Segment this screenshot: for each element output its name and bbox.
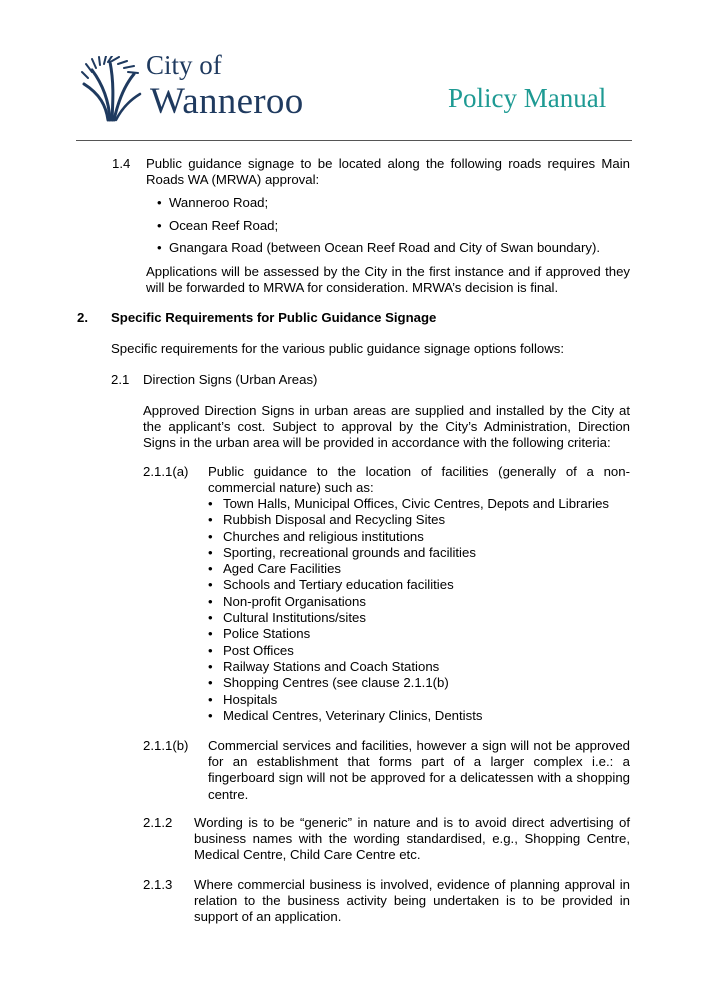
section-2-heading: Specific Requirements for Public Guidance Signage xyxy=(111,310,437,325)
section-2-intro: Specific requirements for the various public guidance signage options follows: xyxy=(111,341,565,356)
road-item: • Gnangara Road (between Ocean Reef Road and City of Swan boundary). xyxy=(157,240,601,255)
logo-wanneroo: Wanneroo xyxy=(150,81,304,122)
grass-tree-icon xyxy=(78,56,142,122)
clause-number-2-1-3: 2.1.3 xyxy=(143,877,173,892)
facility-item: • Medical Centres, Veterinary Clinics, Dentists xyxy=(208,708,609,724)
facility-list xyxy=(208,496,609,724)
road-item-text: Wanneroo Road; xyxy=(168,195,269,210)
header-divider xyxy=(76,140,632,141)
road-item-text: Ocean Reef Road; xyxy=(168,218,279,233)
facility-item: • Railway Stations and Coach Stations xyxy=(208,659,609,675)
clause-2-1-3-text: Where commercial business is involved, evidence of planning approval in relation to the business activity being undertaken is to be provided in support of an application. xyxy=(194,877,630,925)
clause-number-1-4: 1.4 xyxy=(112,156,131,171)
road-item: • Wanneroo Road; xyxy=(157,195,269,210)
facility-item: • Sporting, recreational grounds and facilities xyxy=(208,545,609,561)
facility-item: • Hospitals xyxy=(208,692,609,708)
road-item-text: Gnangara Road (between Ocean Reef Road and City of Swan boundary). xyxy=(168,240,601,255)
clause-2-1-1b-text: Commercial services and facilities, however a sign will not be approved for an establishment that forms part of a larger complex i.e.: a fingerboard sign will not be approved for a delicatessen with a shopping centre. xyxy=(208,738,630,802)
facility-item: • Schools and Tertiary education facilities xyxy=(208,577,609,593)
facility-item: • Police Stations xyxy=(208,626,609,642)
clause-number-2-1: 2.1 xyxy=(111,372,130,387)
section-number-2: 2. xyxy=(77,310,88,325)
facility-item: • Rubbish Disposal and Recycling Sites xyxy=(208,512,609,528)
clause-2-1-1a-text: Public guidance to the location of facilities (generally of a non-commercial nature) such as: xyxy=(208,464,630,496)
facility-item: • Cultural Institutions/sites xyxy=(208,610,609,626)
facility-item: • Aged Care Facilities xyxy=(208,561,609,577)
document-type-title: Policy Manual xyxy=(448,83,607,113)
clause-number-2-1-1a: 2.1.1(a) xyxy=(143,464,189,479)
clause-2-1-2-text: Wording is to be “generic” in nature and is to avoid direct advertising of business names with the wording standardised, e.g., Shopping Centre, Medical Centre, Child Care Centre etc. xyxy=(194,815,630,863)
clause-number-2-1-1b: 2.1.1(b) xyxy=(143,738,189,753)
facility-item: • Non-profit Organisations xyxy=(208,594,609,610)
road-item: • Ocean Reef Road; xyxy=(157,218,279,233)
facility-item: • Shopping Centres (see clause 2.1.1(b) xyxy=(208,675,609,691)
facility-item: • Post Offices xyxy=(208,643,609,659)
clause-1-4-text: Public guidance signage to be located along the following roads requires Main Roads WA (MRWA) approval: xyxy=(146,156,630,188)
facility-item: • Town Halls, Municipal Offices, Civic Centres, Depots and Libraries xyxy=(208,496,609,512)
facility-item: • Churches and religious institutions xyxy=(208,529,609,545)
city-of-wanneroo-logo xyxy=(78,52,328,132)
clause-2-1-title: Direction Signs (Urban Areas) xyxy=(143,372,318,387)
clause-2-1-text: Approved Direction Signs in urban areas are supplied and installed by the City at the applicant’s cost. Subject to approval by the City’s Administration, Direction Signs in the urban area will be provided in accordance with the following criteria: xyxy=(143,403,630,451)
logo-city-of: City of xyxy=(146,50,222,80)
clause-1-4-note: Applications will be assessed by the City in the first instance and if approved they will be forwarded to MRWA for consideration. MRWA’s decision is final. xyxy=(146,264,630,296)
clause-number-2-1-2: 2.1.2 xyxy=(143,815,173,830)
